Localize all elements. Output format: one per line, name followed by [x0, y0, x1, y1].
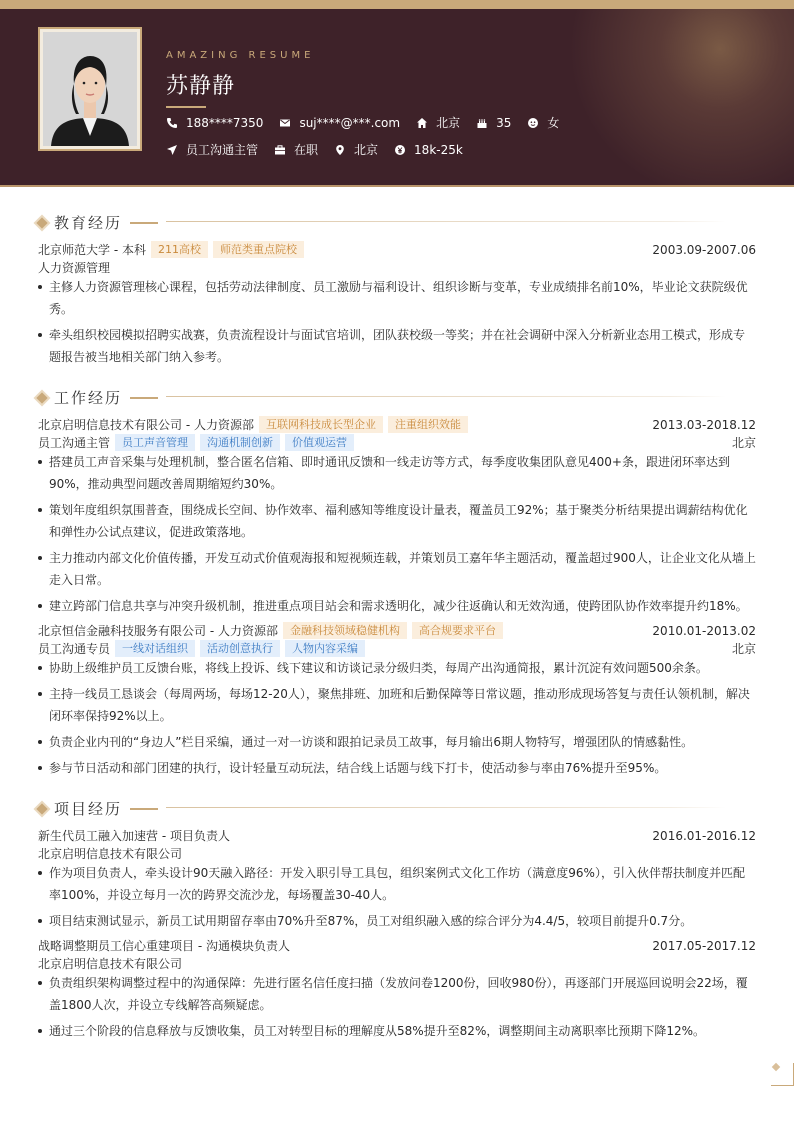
education-section-title: 教育经历 — [34, 212, 158, 233]
project-org-row — [38, 845, 756, 862]
job-company-row — [38, 416, 756, 433]
job-date: 2010.01-2013.02 — [652, 623, 756, 638]
role-tag: 沟通机制创新 — [200, 434, 280, 451]
job-city: 北京 — [731, 642, 756, 656]
job-role-row — [38, 434, 756, 451]
list-item: 通过三个阶段的信息释放与反馈收集，员工对转型目标的理解度从58%提升至82%，调整期间主动离职率比预期下降12%。 — [38, 1020, 756, 1042]
education-major-row — [38, 259, 756, 276]
work-section-title: 工作经历 — [34, 387, 158, 408]
briefcase-icon — [274, 144, 286, 156]
education-date: 2003.09-2007.06 — [652, 242, 756, 257]
company-tag: 注重组织效能 — [388, 416, 468, 433]
diamond-icon — [36, 392, 47, 403]
company-name: 北京恒信金融科技服务有限公司 - 人力资源部 — [38, 624, 278, 638]
gender-text: 女 — [547, 116, 560, 130]
gender-item — [527, 114, 559, 131]
position-text: 员工沟通主管 — [186, 143, 259, 157]
role-tag: 员工声音管理 — [115, 434, 195, 451]
header-divider — [0, 185, 794, 187]
email-text: suj****@***.com — [299, 115, 401, 130]
list-item: 主力推动内部文化价值传播，开发互动式价值观海报和短视频连载，并策划员工嘉年华主题活动，覆盖超过900人，让企业文化从墙上走入日常。 — [38, 547, 756, 591]
email-item — [279, 116, 400, 130]
project-section-title: 项目经历 — [34, 798, 158, 819]
city-item — [416, 114, 460, 131]
target-city-text: 北京 — [354, 143, 379, 157]
status-text: 在职 — [294, 143, 319, 157]
education-header — [38, 241, 756, 258]
home-icon — [416, 117, 428, 129]
job-company-row — [38, 622, 756, 639]
status-item — [274, 141, 318, 158]
email-icon — [279, 117, 291, 129]
list-item: 负责组织架构调整过程中的沟通保障：先进行匿名信任度扫描（发放问卷1200份，回收980份），再逐部门开展巡回说明会22场，覆盖1800人次，并设立专线解答高频疑虑。 — [38, 972, 756, 1016]
project-org: 北京启明信息技术有限公司 — [38, 847, 183, 861]
gender-icon — [527, 117, 539, 129]
top-accent-bar — [0, 0, 794, 9]
city-text: 北京 — [436, 116, 461, 130]
section-rule — [166, 221, 726, 222]
job-role: 员工沟通主管 — [38, 436, 111, 450]
diamond-icon — [36, 217, 47, 228]
salary-item — [394, 143, 463, 157]
list-item: 参与节日活动和部门团建的执行，设计轻量互动玩法，结合线上话题与线下打卡，使活动参与率由76%提升至95%。 — [38, 757, 756, 779]
company-tag: 高合规要求平台 — [412, 622, 503, 639]
company-name: 北京启明信息技术有限公司 - 人力资源部 — [38, 418, 254, 432]
section-rule — [166, 807, 726, 808]
resume-tagline: AMAZING RESUME — [166, 50, 315, 61]
section-rule — [166, 396, 726, 397]
major: 人力资源管理 — [38, 261, 111, 275]
company-tag: 互联网科技成长型企业 — [259, 416, 383, 433]
school-name: 北京师范大学 - 本科 — [38, 243, 146, 257]
job-role-row — [38, 640, 756, 657]
job-city: 北京 — [731, 436, 756, 450]
job-date: 2013.03-2018.12 — [652, 417, 756, 432]
project-org: 北京启明信息技术有限公司 — [38, 957, 183, 971]
cake-icon — [476, 117, 488, 129]
list-item: 协助上级维护员工反馈台账，将线上投诉、线下建议和访谈记录分级归类，每周产出沟通简报，累计沉淀有效问题500余条。 — [38, 657, 756, 679]
contact-row — [166, 114, 575, 131]
name-underline — [166, 106, 206, 108]
send-icon — [166, 144, 178, 156]
role-tag: 价值观运营 — [285, 434, 354, 451]
salary-text: 18k-25k — [414, 142, 463, 157]
list-item: 作为项目负责人，牵头设计90天融入路径：开发入职引导工具包，组织案例式文化工作坊（满意度96%），引入伙伴帮扶制度并匹配率100%，并设立每月一次的跨界交流沙龙，每场覆盖30-40人。 — [38, 862, 756, 906]
list-item: 牵头组织校园模拟招聘实战赛，负责流程设计与面试官培训，团队获校级一等奖；并在社会调研中深入分析新业态用工模式，形成专题报告被当地相关部门纳入参考。 — [38, 324, 756, 368]
role-tag: 活动创意执行 — [200, 640, 280, 657]
candidate-name: 苏静静 — [166, 74, 236, 99]
school-tag: 211高校 — [151, 241, 208, 258]
money-icon — [394, 144, 406, 156]
target-city-item — [334, 141, 378, 158]
list-item: 负责企业内刊的“身边人”栏目采编，通过一对一访谈和跟拍记录员工故事，每月输出6期人物特写，增强团队的情感黏性。 — [38, 731, 756, 753]
project-name: 新生代员工融入加速营 - 项目负责人 — [38, 829, 230, 843]
project-header — [38, 937, 756, 954]
project-date: 2017.05-2017.12 — [652, 938, 756, 953]
phone-icon — [166, 117, 178, 129]
role-tag: 人物内容采编 — [285, 640, 365, 657]
list-item: 建立跨部门信息共享与冲突升级机制，推进重点项目站会和需求透明化，减少往返确认和无效沟通，使跨团队协作效率提升约18%。 — [38, 595, 756, 617]
job-role: 员工沟通专员 — [38, 642, 111, 656]
list-item: 搭建员工声音采集与处理机制，整合匿名信箱、即时通讯反馈和一线走访等方式，每季度收集团队意见400+条，跟进闭环率达到90%，推动典型问题改善周期缩短约30%。 — [38, 451, 756, 495]
project-date: 2016.01-2016.12 — [652, 828, 756, 843]
age-item — [476, 116, 511, 130]
project-name: 战略调整期员工信心重建项目 - 沟通模块负责人 — [38, 939, 290, 953]
job-intent-row — [166, 141, 479, 158]
school-tag: 师范类重点院校 — [213, 241, 304, 258]
phone-item — [166, 116, 263, 130]
phone-text: 188****7350 — [186, 115, 264, 130]
company-tag: 金融科技领域稳健机构 — [283, 622, 407, 639]
list-item: 项目结束测试显示，新员工试用期留存率由70%升至87%，员工对组织融入感的综合评分为4.4/5，较项目前提升0.7分。 — [38, 910, 756, 932]
avatar — [43, 32, 137, 146]
project-org-row — [38, 955, 756, 972]
list-item: 策划年度组织氛围普查，围绕成长空间、协作效率、福利感知等维度设计量表，覆盖员工92%；基于聚类分析结果提出调薪结构优化和弹性办公试点建议，促进政策落地。 — [38, 499, 756, 543]
list-item: 主持一线员工恳谈会（每周两场，每场12-20人），聚焦排班、加班和后勤保障等日常议题，推动形成现场答复与责任认领机制，解决闭环率保持92%以上。 — [38, 683, 756, 727]
photo-frame — [38, 27, 142, 151]
location-icon — [334, 144, 346, 156]
resume-header — [0, 9, 794, 185]
project-header — [38, 827, 756, 844]
list-item: 主修人力资源管理核心课程，包括劳动法律制度、员工激励与福利设计、组织诊断与变革，专业成绩排名前10%，毕业论文获院级优秀。 — [38, 276, 756, 320]
role-tag: 一线对话组织 — [115, 640, 195, 657]
diamond-icon — [36, 803, 47, 814]
age-text: 35 — [496, 115, 512, 130]
position-item — [166, 141, 258, 158]
